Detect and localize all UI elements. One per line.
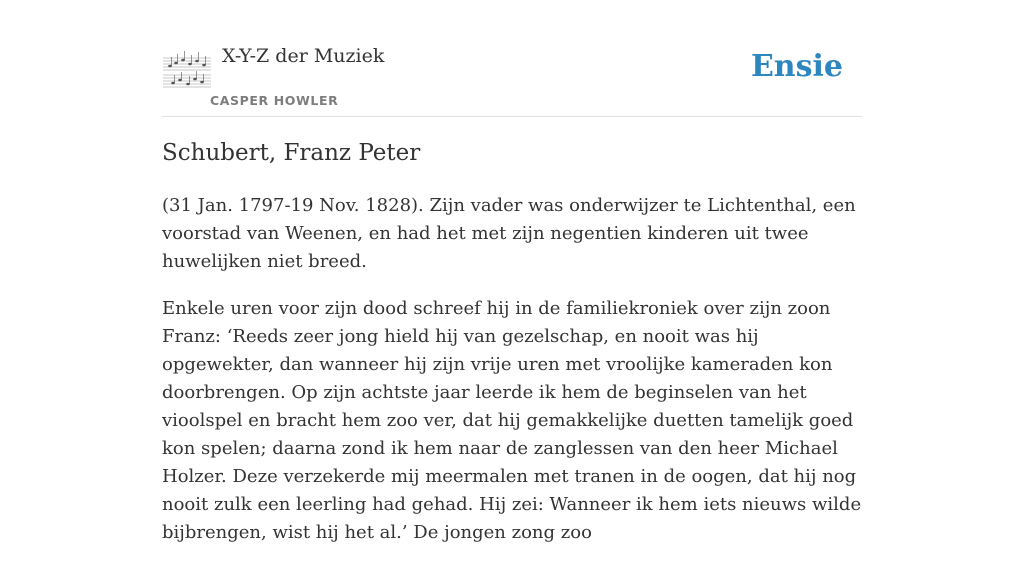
book-author[interactable]: CASPER HOWLER xyxy=(210,93,339,108)
article-paragraph: (31 Jan. 1797-19 Nov. 1828). Zijn vader was onderwijzer te Lichtenthal, een voorstad van Weenen, en had het met zijn negentien kinderen uit twee huwelijken niet breed. xyxy=(162,195,856,272)
article-paragraph: Enkele uren voor zijn dood schreef hij in de familiekroniek over zijn zoon Franz: ‘Reeds zeer jong hield hij van gezelschap, en nooit was hij opgewekter, dan wanneer hij zijn vrije uren met vroolijke kameraden kon doorbrengen. Op zijn achtste jaar leerde ik hem de beginselen van het vioolspel en bracht hem zoo ver, dat hij gemakkelijke duetten tamelijk goed kon spelen; daarna zond ik hem naar de zanglessen van den heer Michael Holzer. Deze verzekerde mij meermalen met tranen in de oogen, dat hij nog nooit zulk een leerling had gehad. Hij zei: Wanneer ik hem iets nieuws wilde bijbrengen, wist hij het al.’ De jongen zong zoo xyxy=(162,298,862,543)
sheet-music-thumbnail-icon[interactable] xyxy=(162,44,212,90)
ensie-logo-link[interactable]: Ensie xyxy=(750,49,843,84)
header xyxy=(162,40,862,117)
book-title[interactable]: X-Y-Z der Muziek xyxy=(222,45,385,67)
article-body xyxy=(162,192,862,566)
article-title: Schubert, Franz Peter xyxy=(162,140,421,166)
